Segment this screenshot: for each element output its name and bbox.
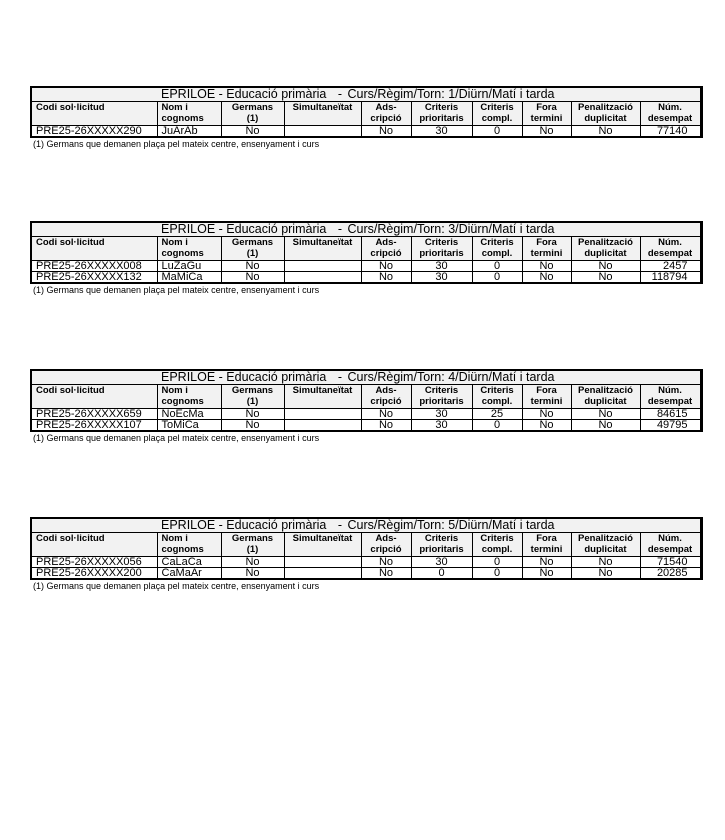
- cell-nom: CaMaAr: [157, 568, 221, 580]
- cell-num-desempat: 49795: [640, 420, 701, 432]
- header-penalitzacio: Penalització duplicitat: [571, 385, 640, 409]
- admission-table: [30, 86, 703, 138]
- header-adscripcio: Ads- cripció: [361, 102, 411, 126]
- cell-criteris-compl: 0: [472, 420, 522, 432]
- header-row: [31, 385, 701, 409]
- cell-fora-termini: No: [522, 272, 571, 284]
- footnote: (1) Germans que demanen plaça pel mateix centre, ensenyament i curs: [33, 433, 320, 443]
- cell-penalitzacio: No: [571, 420, 640, 432]
- header-germans: Germans (1): [221, 102, 284, 126]
- admission-table: [30, 221, 703, 284]
- cell-nom: NoEcMa: [157, 409, 221, 420]
- header-num-desempat: Núm. desempat: [640, 102, 701, 126]
- title-left: EPRILOE - Educació primària: [161, 518, 327, 532]
- cell-fora-termini: No: [522, 126, 571, 138]
- header-row: [31, 533, 701, 557]
- title-separator: -: [337, 87, 342, 101]
- cell-germans: No: [221, 272, 284, 284]
- cell-criteris-compl: 25: [472, 409, 522, 420]
- title-left: EPRILOE - Educació primària: [161, 222, 327, 236]
- header-penalitzacio: Penalització duplicitat: [571, 533, 640, 557]
- cell-num-desempat: 2457: [640, 261, 701, 272]
- header-criteris-compl: Criteris compl.: [472, 237, 522, 261]
- header-adscripcio: Ads- cripció: [361, 533, 411, 557]
- header-num-desempat: Núm. desempat: [640, 385, 701, 409]
- header-germans: Germans (1): [221, 237, 284, 261]
- table-title: [31, 370, 701, 385]
- header-nom: Nom i cognoms: [157, 237, 221, 261]
- title-right: Curs/Règim/Torn: 3/Diürn/Matí i tarda: [347, 222, 555, 236]
- cell-adscripcio: No: [361, 568, 411, 580]
- cell-nom: ToMiCa: [157, 420, 221, 432]
- cell-simultaneitat: [284, 261, 361, 272]
- header-simultaneitat: Simultaneïtat: [284, 237, 361, 261]
- header-criteris-prioritaris: Criteris prioritaris: [411, 237, 472, 261]
- cell-germans: No: [221, 409, 284, 420]
- header-nom: Nom i cognoms: [157, 102, 221, 126]
- cell-penalitzacio: No: [571, 409, 640, 420]
- table-row: [31, 568, 701, 580]
- table-title-row: [31, 370, 701, 385]
- table-row: [31, 420, 701, 432]
- cell-criteris-prioritaris: 30: [411, 261, 472, 272]
- header-codi: Codi sol·licitud: [31, 533, 157, 557]
- table-title: [31, 87, 701, 102]
- title-left: EPRILOE - Educació primària: [161, 370, 327, 384]
- table-title: [31, 222, 701, 237]
- cell-simultaneitat: [284, 420, 361, 432]
- cell-num-desempat: 77140: [640, 126, 701, 138]
- cell-penalitzacio: No: [571, 261, 640, 272]
- header-fora-termini: Fora termini: [522, 237, 571, 261]
- cell-criteris-prioritaris: 30: [411, 557, 472, 568]
- cell-germans: No: [221, 420, 284, 432]
- cell-nom: CaLaCa: [157, 557, 221, 568]
- header-adscripcio: Ads- cripció: [361, 237, 411, 261]
- cell-adscripcio: No: [361, 420, 411, 432]
- cell-adscripcio: No: [361, 272, 411, 284]
- header-fora-termini: Fora termini: [522, 385, 571, 409]
- cell-penalitzacio: No: [571, 557, 640, 568]
- cell-codi: PRE25-26XXXXX107: [31, 420, 157, 432]
- cell-fora-termini: No: [522, 409, 571, 420]
- cell-criteris-compl: 0: [472, 557, 522, 568]
- admission-list-block: [30, 369, 700, 443]
- cell-codi: PRE25-26XXXXX008: [31, 261, 157, 272]
- header-simultaneitat: Simultaneïtat: [284, 102, 361, 126]
- header-num-desempat: Núm. desempat: [640, 237, 701, 261]
- cell-num-desempat: 71540: [640, 557, 701, 568]
- cell-criteris-compl: 0: [472, 272, 522, 284]
- footnote: (1) Germans que demanen plaça pel mateix centre, ensenyament i curs: [33, 139, 320, 149]
- cell-nom: MaMiCa: [157, 272, 221, 284]
- cell-penalitzacio: No: [571, 568, 640, 580]
- cell-germans: No: [221, 126, 284, 138]
- cell-nom: JuArAb: [157, 126, 221, 138]
- cell-num-desempat: 84615: [640, 409, 701, 420]
- cell-nom: LuZaGu: [157, 261, 221, 272]
- admission-table: [30, 369, 703, 432]
- cell-criteris-compl: 0: [472, 568, 522, 580]
- header-criteris-prioritaris: Criteris prioritaris: [411, 385, 472, 409]
- cell-simultaneitat: [284, 409, 361, 420]
- cell-simultaneitat: [284, 126, 361, 138]
- cell-adscripcio: No: [361, 261, 411, 272]
- cell-simultaneitat: [284, 568, 361, 580]
- admission-list-block: [30, 221, 700, 295]
- footnote: (1) Germans que demanen plaça pel mateix centre, ensenyament i curs: [33, 285, 320, 295]
- header-simultaneitat: Simultaneïtat: [284, 533, 361, 557]
- title-separator: -: [337, 222, 342, 236]
- cell-codi: PRE25-26XXXXX290: [31, 126, 157, 138]
- cell-fora-termini: No: [522, 261, 571, 272]
- title-right: Curs/Règim/Torn: 1/Diürn/Matí i tarda: [347, 87, 555, 101]
- cell-codi: PRE25-26XXXXX659: [31, 409, 157, 420]
- admission-table: [30, 517, 703, 580]
- header-codi: Codi sol·licitud: [31, 385, 157, 409]
- title-right: Curs/Règim/Torn: 4/Diürn/Matí i tarda: [347, 370, 555, 384]
- cell-adscripcio: No: [361, 409, 411, 420]
- cell-num-desempat: 118794: [640, 272, 701, 284]
- header-criteris-prioritaris: Criteris prioritaris: [411, 102, 472, 126]
- title-separator: -: [337, 518, 342, 532]
- cell-criteris-prioritaris: 0: [411, 568, 472, 580]
- table-row: [31, 409, 701, 420]
- header-num-desempat: Núm. desempat: [640, 533, 701, 557]
- header-codi: Codi sol·licitud: [31, 237, 157, 261]
- header-simultaneitat: Simultaneïtat: [284, 385, 361, 409]
- cell-adscripcio: No: [361, 557, 411, 568]
- cell-germans: No: [221, 557, 284, 568]
- cell-criteris-compl: 0: [472, 261, 522, 272]
- header-row: [31, 237, 701, 261]
- cell-criteris-prioritaris: 30: [411, 272, 472, 284]
- cell-codi: PRE25-26XXXXX200: [31, 568, 157, 580]
- title-right: Curs/Règim/Torn: 5/Diürn/Matí i tarda: [347, 518, 555, 532]
- header-adscripcio: Ads- cripció: [361, 385, 411, 409]
- title-separator: -: [337, 370, 342, 384]
- cell-simultaneitat: [284, 557, 361, 568]
- header-criteris-prioritaris: Criteris prioritaris: [411, 533, 472, 557]
- header-fora-termini: Fora termini: [522, 102, 571, 126]
- cell-fora-termini: No: [522, 568, 571, 580]
- header-penalitzacio: Penalització duplicitat: [571, 102, 640, 126]
- cell-criteris-prioritaris: 30: [411, 420, 472, 432]
- cell-criteris-compl: 0: [472, 126, 522, 138]
- cell-penalitzacio: No: [571, 272, 640, 284]
- cell-fora-termini: No: [522, 420, 571, 432]
- header-nom: Nom i cognoms: [157, 385, 221, 409]
- header-codi: Codi sol·licitud: [31, 102, 157, 126]
- header-germans: Germans (1): [221, 533, 284, 557]
- header-germans: Germans (1): [221, 385, 284, 409]
- cell-num-desempat: 20285: [640, 568, 701, 580]
- cell-codi: PRE25-26XXXXX056: [31, 557, 157, 568]
- cell-fora-termini: No: [522, 557, 571, 568]
- cell-adscripcio: No: [361, 126, 411, 138]
- table-title-row: [31, 518, 701, 533]
- cell-simultaneitat: [284, 272, 361, 284]
- header-row: [31, 102, 701, 126]
- table-row: [31, 557, 701, 568]
- header-criteris-compl: Criteris compl.: [472, 385, 522, 409]
- admission-list-block: [30, 517, 700, 591]
- table-row: [31, 272, 701, 284]
- footnote: (1) Germans que demanen plaça pel mateix centre, ensenyament i curs: [33, 581, 320, 591]
- header-penalitzacio: Penalització duplicitat: [571, 237, 640, 261]
- header-fora-termini: Fora termini: [522, 533, 571, 557]
- cell-codi: PRE25-26XXXXX132: [31, 272, 157, 284]
- cell-germans: No: [221, 261, 284, 272]
- header-criteris-compl: Criteris compl.: [472, 102, 522, 126]
- table-row: [31, 126, 701, 138]
- header-criteris-compl: Criteris compl.: [472, 533, 522, 557]
- title-left: EPRILOE - Educació primària: [161, 87, 327, 101]
- table-title-row: [31, 87, 701, 102]
- cell-criteris-prioritaris: 30: [411, 126, 472, 138]
- cell-germans: No: [221, 568, 284, 580]
- admission-list-block: [30, 86, 700, 149]
- cell-criteris-prioritaris: 30: [411, 409, 472, 420]
- table-title-row: [31, 222, 701, 237]
- table-row: [31, 261, 701, 272]
- header-nom: Nom i cognoms: [157, 533, 221, 557]
- table-title: [31, 518, 701, 533]
- cell-penalitzacio: No: [571, 126, 640, 138]
